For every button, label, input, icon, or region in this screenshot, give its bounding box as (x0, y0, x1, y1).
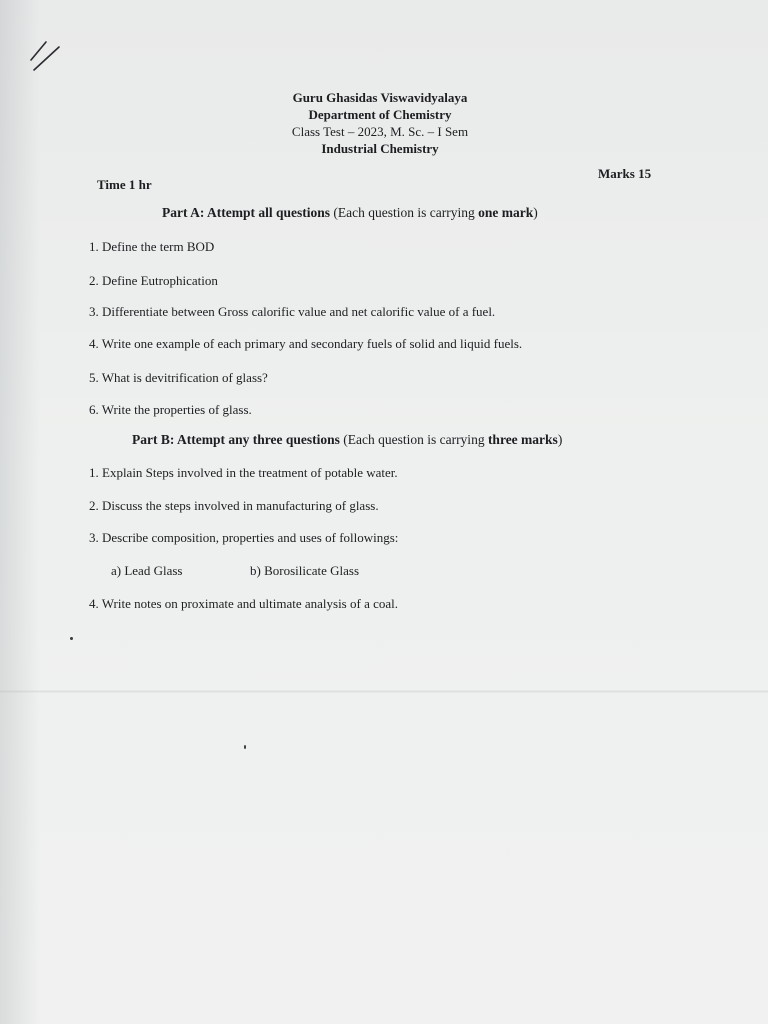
part-b-sub-item-a: a) Lead Glass (111, 563, 183, 578)
part-a-question-3: 3. Differentiate between Gross calorific value and net calorific value of a fuel. (89, 304, 496, 319)
ink-speck (244, 745, 246, 749)
part-b-note-bold: three marks (487, 432, 558, 447)
part-b-question-1: 1. Explain Steps involved in the treatment of potable water. (89, 465, 398, 480)
test-title: Class Test – 2023, M. Sc. – I Sem (291, 124, 469, 139)
part-b-question-3: 3. Describe composition, properties and uses of followings: (89, 530, 399, 545)
part-a-question-2: 2. Define Eutrophication (89, 273, 218, 288)
part-b-title: Part B: Attempt any three questions (132, 432, 340, 447)
part-b-heading (132, 432, 562, 448)
part-a-question-1: 1. Define the term BOD (89, 239, 215, 254)
ink-speck (70, 637, 73, 640)
part-a-note-bold: one mark (478, 205, 534, 220)
part-b-question-2: 2. Discuss the steps involved in manufacturing of glass. (89, 498, 379, 513)
paper-edge-shadow (0, 0, 40, 1024)
department-name: Department of Chemistry (308, 107, 452, 122)
part-a-question-5: 5. What is devitrification of glass? (89, 370, 268, 385)
part-b-note-start: (Each question is carrying (343, 432, 488, 447)
university-name: Guru Ghasidas Viswavidyalaya (292, 90, 468, 105)
part-a-title: Part A: Attempt all questions (162, 205, 330, 220)
time-allowed: Time 1 hr (97, 177, 152, 192)
handwritten-slash-marks (28, 38, 68, 74)
part-b-note-end: ) (557, 432, 563, 447)
part-a-question-4: 4. Write one example of each primary and secondary fuels of solid and liquid fuels. (89, 336, 523, 351)
total-marks: Marks 15 (598, 166, 652, 181)
exam-header (200, 89, 560, 157)
part-a-question-6: 6. Write the properties of glass. (89, 402, 252, 417)
part-b-question-4: 4. Write notes on proximate and ultimate analysis of a coal. (89, 596, 398, 611)
subject-name: Industrial Chemistry (321, 141, 439, 156)
part-a-heading (162, 205, 538, 221)
part-a-note-start: (Each question is carrying (333, 205, 479, 220)
paper-fold-line (0, 690, 768, 693)
part-a-note-end: ) (533, 205, 538, 220)
part-b-sub-item-b: b) Borosilicate Glass (250, 563, 360, 578)
